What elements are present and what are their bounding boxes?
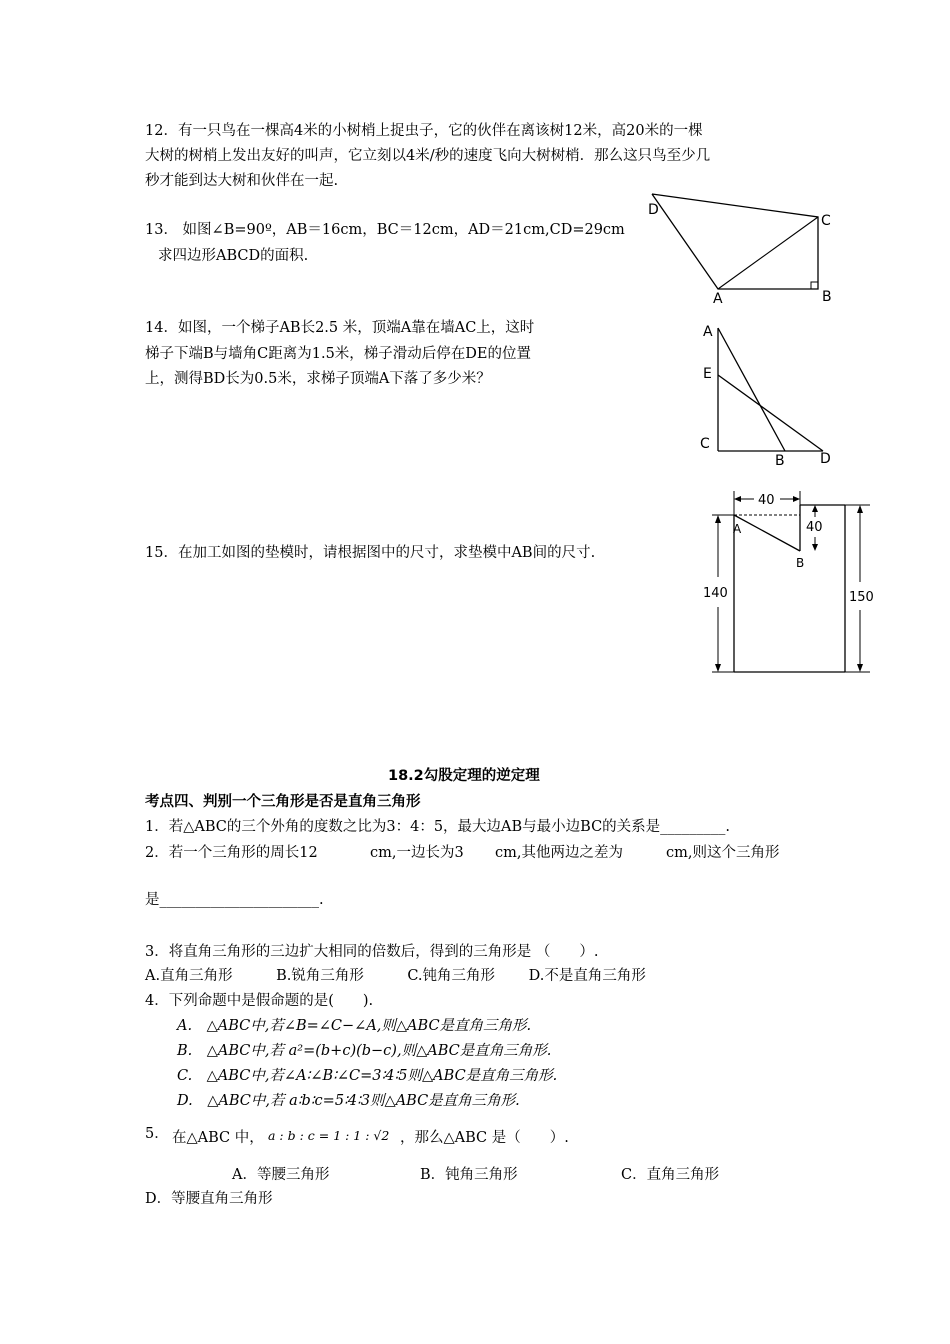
p2-part-d: cm,则这个三角形 [666, 845, 780, 861]
p3-text: 3．将直角三角形的三边扩大相同的倍数后，得到的三角形是 （ ）. [145, 944, 599, 960]
label-a: A [733, 522, 742, 536]
p5-part-b: ，那么△ABC 是（ ）. [400, 1130, 569, 1146]
label-a: A [703, 324, 713, 340]
p5-option-a: A．等腰三角形 [232, 1167, 330, 1183]
label-c: C [821, 213, 831, 229]
dim-right: 150 [849, 590, 874, 605]
p4-option-c: C. △ABC中,若∠A∶∠B∶∠C=3∶4∶5则△ABC是直角三角形. [177, 1068, 558, 1084]
p5-ratio: a : b : c = 1 : 1 : √2 [268, 1128, 390, 1143]
q12-line1: 12．有一只鸟在一棵高4米的小树梢上捉虫子，它的伙伴在离该树12米，高20米的一棵 [145, 123, 703, 139]
p5-option-b: B．钝角三角形 [420, 1167, 518, 1183]
label-e: E [703, 366, 712, 382]
q14-line2: 梯子下端B与墙角C距离为1.5米，梯子滑动后停在DE的位置 [145, 346, 532, 362]
p5-option-c: C．直角三角形 [621, 1167, 720, 1183]
p2-part-c: cm,其他两边之差为 [495, 845, 623, 861]
label-d: D [820, 451, 831, 467]
label-a: A [713, 291, 723, 307]
dim-left: 140 [703, 586, 728, 601]
q12-line3: 秒才能到达大树和伙伴在一起. [145, 173, 339, 189]
dim-right-small: 40 [806, 520, 823, 535]
p1-text: 1．若△ABC的三个外角的度数之比为3：4：5，最大边AB与最小边BC的关系是_________. [145, 819, 731, 835]
q12-line2: 大树的树梢上发出友好的叫声，它立刻以4米/秒的速度飞向大树树梢．那么这只鸟至少几 [145, 148, 711, 164]
p5-option-d: D．等腰直角三角形 [145, 1191, 273, 1207]
q13-line1: 13． 如图∠B=90º，AB＝16cm，BC＝12cm，AD＝21cm,CD=29cm [145, 222, 625, 238]
q14-line1: 14．如图，一个梯子AB长2.5 米，顶端A靠在墙AC上，这时 [145, 320, 535, 336]
label-b: B [822, 289, 832, 305]
section-subtitle: 考点四、判别一个三角形是否是直角三角形 [145, 794, 421, 810]
p5-part-a: 在△ABC 中， [172, 1130, 264, 1146]
q15-line1: 15．在加工如图的垫模时，请根据图中的尺寸，求垫模中AB间的尺寸. [145, 545, 596, 561]
p5-number: 5． [145, 1126, 169, 1142]
figure-ladder [695, 320, 845, 470]
p4-option-b: B. △ABC中,若 a²=(b+c)(b−c),则△ABC是直角三角形. [177, 1043, 552, 1059]
p2-part-a: 2．若一个三角形的周长12 [145, 845, 318, 861]
q13-line2: 求四边形ABCD的面积. [158, 248, 309, 264]
p2-part-b: cm,一边长为3 [370, 845, 464, 861]
p4-text: 4．下列命题中是假命题的是( ). [145, 993, 374, 1009]
label-c: C [700, 436, 710, 452]
p4-option-d: D. △ABC中,若 a∶b∶c=5∶4∶3则△ABC是直角三角形. [177, 1093, 520, 1109]
q14-line3: 上，测得BD长为0.5米，求梯子顶端A下落了多少米？ [145, 371, 491, 387]
dim-top: 40 [758, 493, 775, 508]
figure-quadrilateral-abcd [640, 185, 840, 310]
p3-options: A.直角三角形 B.锐角三角形 C.钝角三角形 D.不是直角三角形 [145, 968, 646, 984]
label-b: B [775, 453, 785, 469]
p2-line2: 是______________________. [145, 892, 324, 908]
section-title: 18.2勾股定理的逆定理 [388, 768, 540, 784]
p4-option-a: A. △ABC中,若∠B=∠C−∠A,则△ABC是直角三角形. [177, 1018, 532, 1034]
label-b: B [796, 556, 805, 570]
figure-mold [700, 485, 880, 680]
label-d: D [648, 202, 659, 218]
